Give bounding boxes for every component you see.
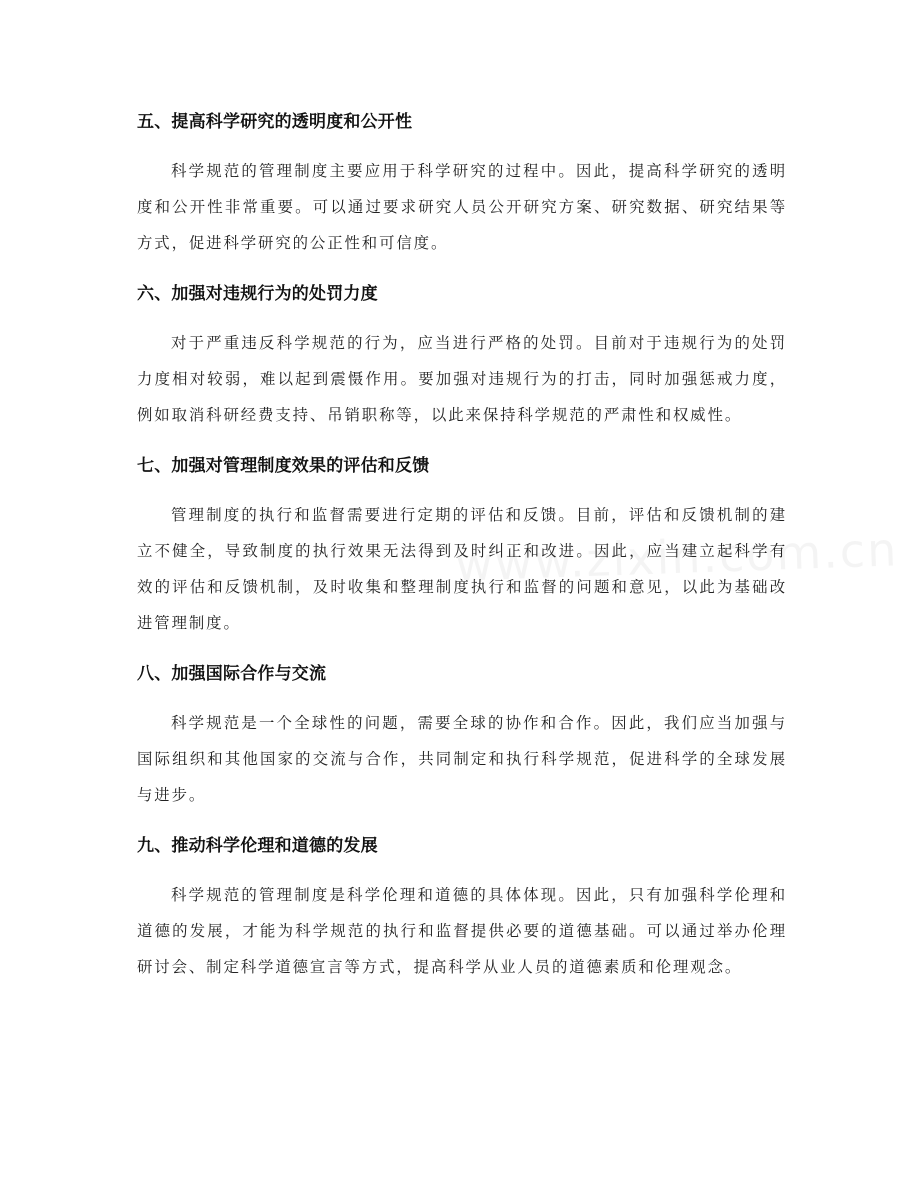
section-paragraph: 科学规范是一个全球性的问题，需要全球的协作和合作。因此，我们应当加强与国际组织和其他国家的交流与合作，共同制定和执行科学规范，促进科学的全球发展与进步。 (137, 714, 787, 804)
section-7 (137, 448, 787, 641)
section-8 (137, 656, 787, 813)
section-heading: 九、推动科学伦理和道德的发展 (137, 836, 378, 856)
section-6 (137, 276, 787, 433)
section-5 (137, 104, 787, 261)
section-heading: 五、提高科学研究的透明度和公开性 (137, 112, 413, 132)
section-paragraph: 对于严重违反科学规范的行为，应当进行严格的处罚。目前对于违规行为的处罚力度相对较弱，难以起到震慑作用。要加强对违规行为的打击，同时加强惩戒力度，例如取消科研经费支持、吊销职称等，以此来保持科学规范的严肃性和权威性。 (137, 334, 787, 424)
section-heading: 八、加强国际合作与交流 (137, 664, 327, 684)
section-paragraph: 管理制度的执行和监督需要进行定期的评估和反馈。目前，评估和反馈机制的建立不健全，导致制度的执行效果无法得到及时纠正和改进。因此，应当建立起科学有效的评估和反馈机制，及时收集和整理制度执行和监督的问题和意见，以此为基础改进管理制度。 (137, 506, 787, 632)
section-9 (137, 828, 787, 985)
section-heading: 六、加强对违规行为的处罚力度 (137, 284, 378, 304)
section-paragraph: 科学规范的管理制度主要应用于科学研究的过程中。因此，提高科学研究的透明度和公开性非常重要。可以通过要求研究人员公开研究方案、研究数据、研究结果等方式，促进科学研究的公正性和可信度。 (137, 162, 787, 252)
section-heading: 七、加强对管理制度效果的评估和反馈 (137, 456, 430, 476)
section-paragraph: 科学规范的管理制度是科学伦理和道德的具体体现。因此，只有加强科学伦理和道德的发展，才能为科学规范的执行和监督提供必要的道德基础。可以通过举办伦理研讨会、制定科学道德宣言等方式，提高科学从业人员的道德素质和伦理观念。 (137, 886, 787, 976)
document-body (137, 104, 787, 1000)
